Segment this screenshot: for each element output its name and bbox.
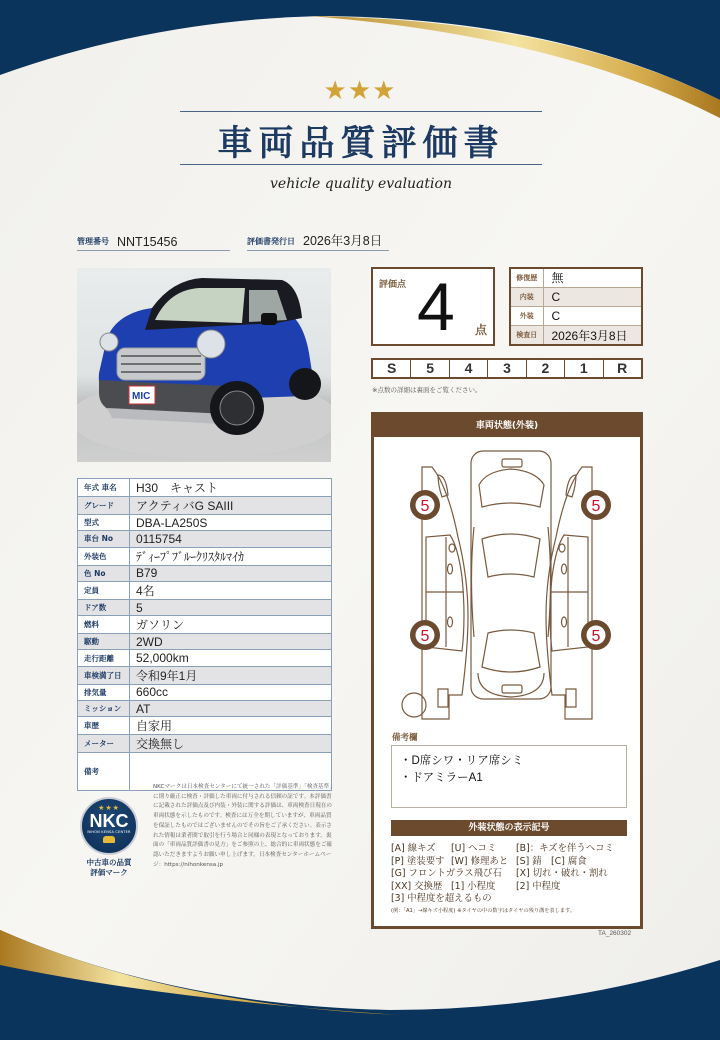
remarks-box [391, 745, 627, 808]
spec-row [78, 515, 332, 531]
summary-row [510, 287, 642, 306]
legend-item: [3] 中程度を超えるもの [391, 893, 492, 905]
issue-date-value: 2026年3月8日 [303, 234, 383, 248]
management-number-field [77, 233, 230, 251]
tire-rear-left [410, 620, 440, 650]
legend-item: [W] 修理あと [451, 855, 509, 867]
issue-date-label: 評価書発行日 [247, 237, 295, 246]
summary-value: 2026年3月8日 [543, 326, 642, 345]
tire-front-right [581, 490, 611, 520]
spec-row [78, 547, 332, 565]
management-number-label: 管理番号 [77, 237, 109, 246]
spec-value: H30 キャスト [130, 479, 332, 497]
spec-label: 車歴 [78, 717, 130, 735]
summary-value: 無 [543, 268, 642, 287]
condition-summary-table [509, 267, 643, 346]
spec-row [78, 565, 332, 581]
legend-item: [S] 錆 [C] 腐食 [516, 855, 587, 867]
nkc-caption-line-1: 中古車の品質 [86, 858, 132, 867]
svg-text:MIC: MIC [132, 391, 151, 402]
vehicle-photo [77, 268, 331, 462]
legend-title: 外装状態の表示記号 [391, 820, 627, 836]
exterior-symbol-legend [391, 843, 631, 916]
legend-item: [X] 切れ・破れ・割れ [516, 868, 608, 880]
exterior-condition-panel [371, 412, 643, 929]
spec-value: 自家用 [130, 717, 332, 735]
scale-note: ※点数の詳細は裏面をご覧ください。 [372, 386, 482, 394]
spec-label: 外装色 [78, 547, 130, 565]
legend-item: [A] 線キズ [391, 843, 436, 854]
scale-cell: 3 [488, 360, 526, 377]
spec-value: 4名 [130, 581, 332, 599]
car-illustration [77, 268, 331, 462]
summary-value: C [543, 307, 642, 326]
summary-label: 検査日 [510, 326, 543, 345]
nkc-logo-subtext: NIHON KENSA CENTER [87, 830, 131, 834]
tire-rear-right [581, 620, 611, 650]
spec-label: グレード [78, 497, 130, 515]
remark-line: ・ドアミラーA1 [400, 772, 483, 784]
management-number-value: NNT15456 [117, 235, 178, 249]
svg-text:5: 5 [420, 498, 430, 515]
legend-item: [B]：キズを伴うヘコミ [516, 843, 614, 854]
legend-item: [1] 小程度 [451, 880, 496, 892]
spec-label: 燃料 [78, 616, 130, 634]
spec-row [78, 479, 332, 497]
spec-value: 令和9年1月 [130, 666, 332, 684]
spec-value: 交換無し [130, 735, 332, 753]
legend-item: [2] 中程度 [516, 880, 561, 892]
spec-row [78, 531, 332, 547]
spec-label: 駆動 [78, 634, 130, 650]
legend-item: [XX] 交換歴 [391, 880, 443, 892]
remark-line: ・D席シワ・リア席シミ [400, 755, 524, 767]
spec-row [78, 666, 332, 684]
spec-value: 660cc [130, 684, 332, 700]
spec-row [78, 735, 332, 753]
evaluation-score-box [371, 267, 495, 346]
legend-item: [U] ヘコミ [451, 843, 497, 854]
score-scale [371, 358, 643, 379]
scale-cell: R [617, 360, 628, 376]
svg-text:5: 5 [591, 628, 601, 645]
nkc-caption-line-2: 評価マーク [90, 868, 128, 877]
scale-cell: S [373, 360, 411, 377]
summary-label: 外装 [510, 307, 543, 326]
summary-value: C [543, 287, 642, 306]
nkc-stars: ★★★ [98, 804, 120, 812]
score-value: 4 [417, 269, 455, 345]
spec-label: 備考 [78, 753, 130, 791]
spec-value: 2WD [130, 634, 332, 650]
spec-label: ドア数 [78, 599, 130, 615]
summary-row [510, 307, 642, 326]
spec-value: B79 [130, 565, 332, 581]
spec-row [78, 650, 332, 666]
score-label: 評価点 [379, 280, 407, 290]
nkc-description: NKCマークは日本検査センターにて統一された「評価基準」「検査基準」に則り厳正に検査・評価した車両に付与される信頼の証です。本評価書に記載された評価点及び内装・外装に関する評価は、車両検査日現在の車両状態を示したものです。検査には万全を期していますが、車両品質を保証したものではございませんのでその旨をご了承ください。表示された情報は業者間で取引を行う場合と同様の表現となっております。裏面の「車両品質評価書の見方」をご参照の上、総合的に車両状態をご確認いただきますようお願い申し上げます。日本検査センターホームページ：https://nihonkensa.jp [153, 784, 333, 868]
legend-note: (例：「A1」→線キズ小程度) ※タイヤの中の数字はタイヤの残り溝を表します。 [391, 907, 575, 914]
spec-row [78, 634, 332, 650]
spec-label: 年式 車名 [78, 479, 130, 497]
spec-label: 走行距離 [78, 650, 130, 666]
svg-text:5: 5 [591, 498, 601, 515]
title-divider-bottom [180, 164, 542, 165]
spec-value: 52,000km [130, 650, 332, 666]
spec-value: AT [130, 701, 332, 717]
legend-row [391, 893, 631, 906]
spec-label: メーター [78, 735, 130, 753]
spec-label: 車台 No [78, 531, 130, 547]
scale-cell: 2 [527, 360, 565, 377]
page-subtitle: vehicle quality evaluation [270, 176, 452, 192]
spec-row [78, 701, 332, 717]
spec-row [78, 599, 332, 615]
spec-value: アクティバG SAIII [130, 497, 332, 515]
spec-value: 0115754 [130, 531, 332, 547]
spec-value: 5 [130, 599, 332, 615]
legend-item: [G] フロントガラス飛び石 [391, 868, 502, 880]
car-icon [103, 836, 115, 843]
vehicle-spec-table [77, 478, 332, 791]
nkc-logo-text: NKC [89, 811, 129, 831]
legend-item: [P] 塗装要す [391, 855, 445, 867]
remarks-label: 備考欄 [392, 733, 418, 743]
spec-label: 車検満了日 [78, 666, 130, 684]
legend-row [391, 856, 631, 869]
summary-label: 内装 [510, 287, 543, 306]
spec-row [78, 717, 332, 735]
spec-label: 排気量 [78, 684, 130, 700]
legend-row [391, 881, 631, 894]
spec-label: ミッション [78, 701, 130, 717]
scale-cell: 1 [565, 360, 603, 377]
spec-row [78, 684, 332, 700]
title-divider-top [180, 111, 542, 112]
exterior-condition-title: 車両状態(外装) [374, 415, 640, 437]
spec-row [78, 581, 332, 599]
legend-row [391, 843, 631, 856]
spec-row [78, 497, 332, 515]
summary-row [510, 326, 642, 345]
spec-value: ﾃﾞｨｰﾌﾟﾌﾞﾙｰｸﾘｽﾀﾙﾏｲｶ [130, 547, 332, 565]
rating-stars: ★★★ [323, 76, 397, 106]
car-diagram [374, 437, 640, 737]
page-title: 車両品質評価書 [217, 123, 505, 164]
nkc-logo [80, 797, 138, 855]
nkc-caption [78, 858, 140, 878]
score-unit: 点 [474, 323, 487, 337]
spec-value: ガソリン [130, 616, 332, 634]
tire-front-left [410, 490, 440, 520]
issue-date-field [247, 233, 389, 251]
spec-label: 色 No [78, 565, 130, 581]
scale-cell: 4 [450, 360, 488, 377]
spec-row [78, 616, 332, 634]
spec-value: DBA-LA250S [130, 515, 332, 531]
document-code: TA_260302 [598, 930, 632, 937]
svg-text:5: 5 [420, 628, 430, 645]
summary-row [510, 268, 642, 287]
spec-label: 定員 [78, 581, 130, 599]
scale-cell: 5 [411, 360, 449, 377]
spec-label: 型式 [78, 515, 130, 531]
legend-row [391, 868, 631, 881]
summary-label: 修復歴 [510, 268, 543, 287]
